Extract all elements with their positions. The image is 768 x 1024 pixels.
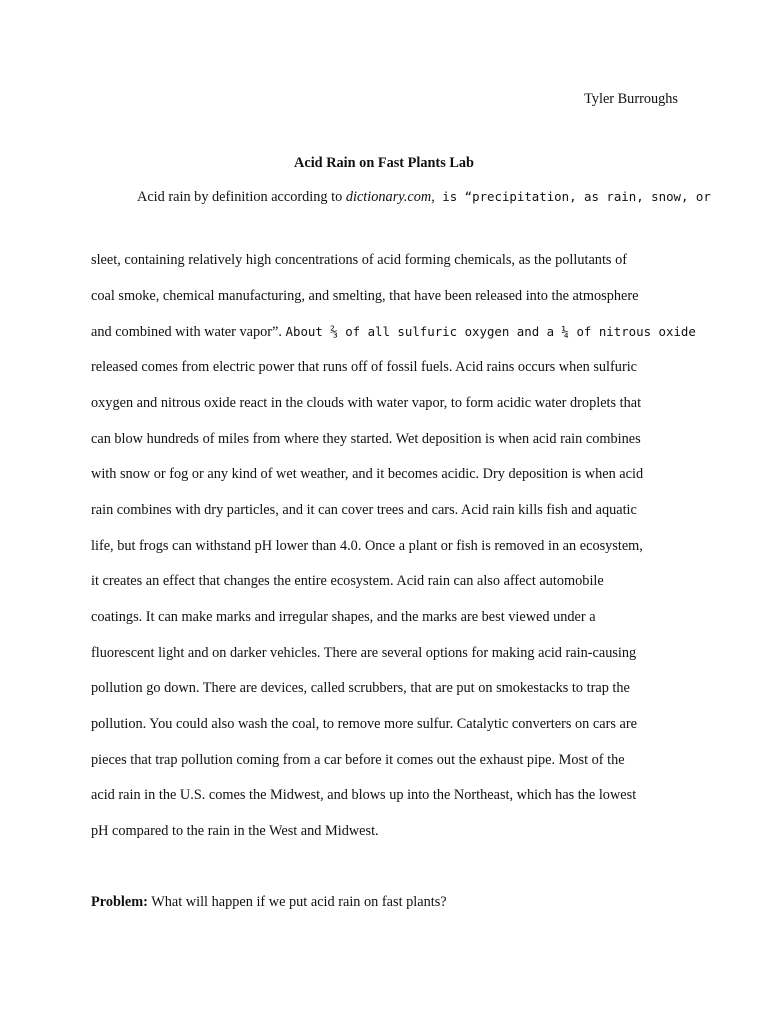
paragraph-line-10: life, but frogs can withstand pH lower than 4.0. Once a plant or fish is removed in an ecosystem, — [91, 538, 643, 554]
dictionary-source: dictionary.com, — [345, 189, 435, 205]
paragraph-line-12: coatings. It can make marks and irregular shapes, and the marks are best viewed under a — [91, 609, 596, 625]
paragraph-line-9: rain combines with dry particles, and it can cover trees and cars. Acid rain kills fish and aquatic — [91, 502, 637, 518]
paragraph-line-13: fluorescent light and on darker vehicles. There are several options for making acid rain-causing — [91, 645, 637, 661]
paragraph-line-16: pieces that trap pollution coming from a car before it comes out the exhaust pipe. Most of the — [91, 752, 625, 768]
problem-statement — [91, 894, 447, 911]
paragraph-line-6: oxygen and nitrous oxide react in the clouds with water vapor, to form acidic water droplets that — [91, 395, 642, 411]
problem-label: Problem: — [91, 894, 148, 910]
document-title: Acid Rain on Fast Plants Lab — [294, 155, 474, 171]
author-name: Tyler Burroughs — [584, 91, 678, 107]
paragraph-line-2: sleet, containing relatively high concentrations of acid forming chemicals, as the pollutants of — [91, 252, 627, 268]
paragraph-line-8: with snow or fog or any kind of wet weather, and it becomes acidic. Dry deposition is when acid — [91, 466, 644, 482]
line-text: and combined with water vapor”. — [91, 324, 286, 340]
statistic-text: About ⅔ of all sulfuric oxygen and a ¼ of nitrous oxide — [285, 324, 696, 339]
paragraph-line-5: released comes from electric power that runs off of fossil fuels. Acid rains occurs when sulfuric — [91, 359, 638, 375]
line-text: Acid rain by definition according to — [137, 189, 346, 205]
paragraph-line-1 — [137, 189, 711, 206]
paragraph-line-17: acid rain in the U.S. comes the Midwest, and blows up into the Northeast, which has the lowest — [91, 787, 637, 803]
paragraph-line-4 — [91, 324, 696, 341]
line-text: is “ — [434, 189, 473, 204]
paragraph-line-11: it creates an effect that changes the entire ecosystem. Acid rain can also affect automobile — [91, 573, 604, 589]
definition-text: precipitation, as rain, snow, or — [472, 189, 711, 204]
problem-text: What will happen if we put acid rain on fast plants? — [147, 894, 447, 910]
paragraph-line-3: coal smoke, chemical manufacturing, and smelting, that have been released into the atmosphere — [91, 288, 639, 304]
paragraph-line-7: can blow hundreds of miles from where they started. Wet deposition is when acid rain combines — [91, 431, 641, 447]
paragraph-line-14: pollution go down. There are devices, called scrubbers, that are put on smokestacks to trap the — [91, 680, 630, 696]
paragraph-line-18: pH compared to the rain in the West and Midwest. — [91, 823, 379, 839]
paragraph-line-15: pollution. You could also wash the coal, to remove more sulfur. Catalytic converters on cars are — [91, 716, 637, 732]
